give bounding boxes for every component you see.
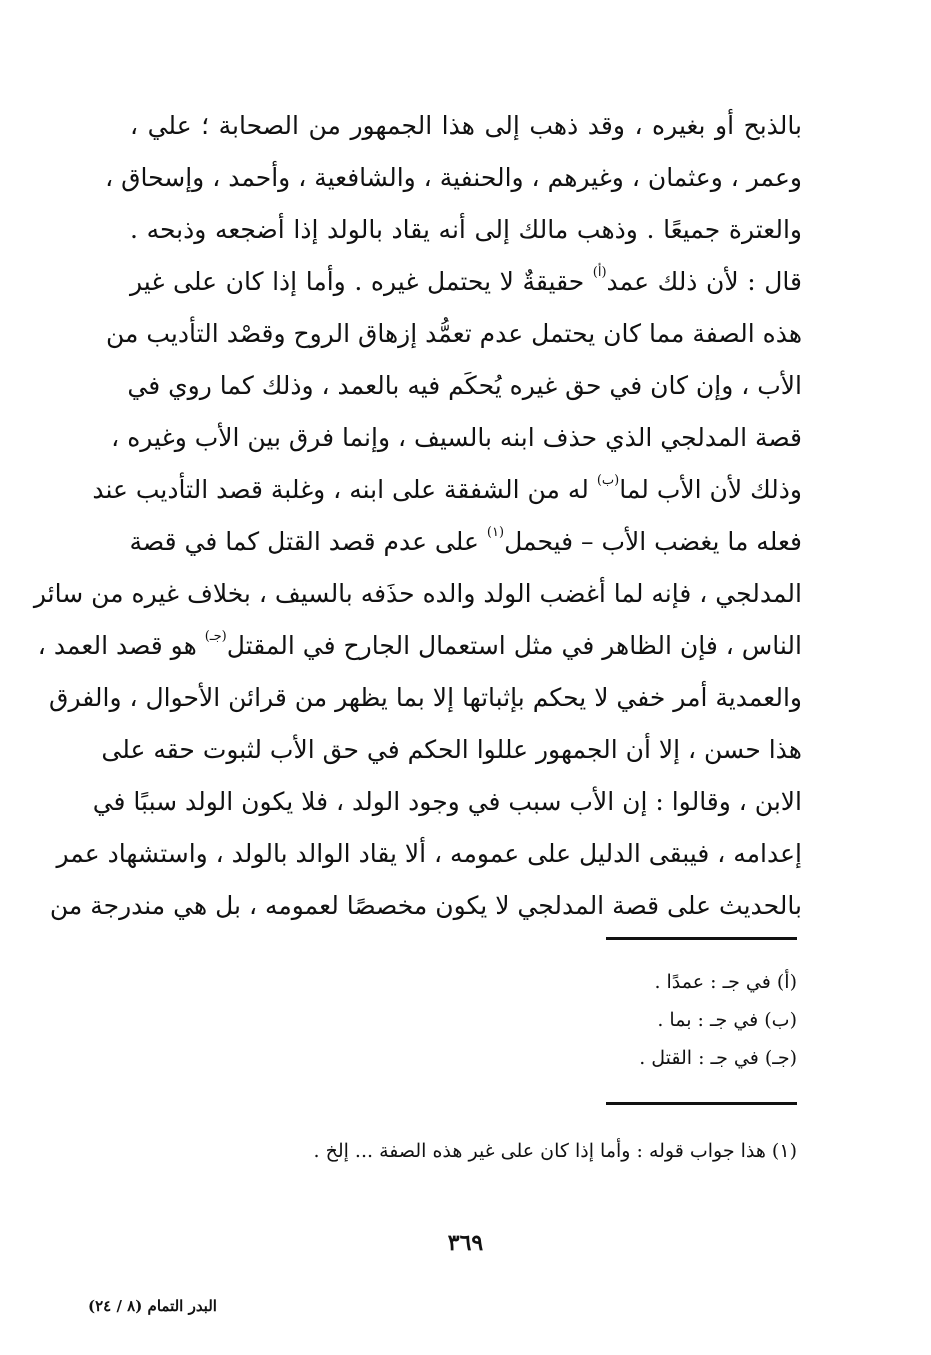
line-text-segment: له من الشفقة على ابنه ، وغلبة قصد التأديب عند — [92, 475, 597, 504]
page-number: ٣٦٩ — [447, 1230, 484, 1256]
main-text-line: بالذبح أو بغيره ، وقد ذهب إلى هذا الجمهور من الصحابة ؛ علي ، — [130, 111, 802, 140]
main-text-line — [37, 620, 802, 672]
footnote-marker: (١) — [486, 525, 505, 540]
main-text-line: والعترة جميعًا . وذهب مالك إلى أنه يقاد بالولد إذا أضجعه وذبحه . — [130, 215, 802, 244]
main-text-line: إعدامه ، فيبقى الدليل على عمومه ، ألا يقاد الوالد بالولد ، واستشهاد عمر — [56, 839, 802, 868]
variant-note: (ب) في جـ : بما . — [657, 1009, 797, 1031]
main-text-line — [130, 516, 802, 568]
line-text-segment: وذلك لأن الأب لما — [619, 475, 802, 504]
line-text-segment: هو قصد العمد ، — [37, 631, 205, 660]
main-text-line: والعمدية أمر خفي لا يحكم بإثباتها إلا بما يظهر من قرائن الأحوال ، والفرق — [49, 683, 802, 712]
variant-note-marker: (جـ) — [204, 629, 227, 644]
main-text-line: قصة المدلجي الذي حذف ابنه بالسيف ، وإنما فرق بين الأب وغيره ، — [111, 423, 802, 452]
footnote-divider — [606, 1102, 797, 1105]
main-text-line: الأب ، وإن كان في حق غيره يُحكَم فيه بالعمد ، وذلك كما روي في — [127, 371, 802, 400]
variant-note: (جـ) في جـ : القتل . — [639, 1047, 797, 1069]
main-text-line: المدلجي ، فإنه لما أغضب الولد والده حذَفه بالسيف ، بخلاف غيره من سائر — [33, 579, 802, 608]
line-text-segment: فعله ما يغضب الأب – فيحمل — [504, 527, 802, 556]
line-text-segment: على عدم قصد القتل كما في قصة — [129, 527, 487, 556]
line-text-segment: الناس ، فإن الظاهر في مثل استعمال الجارح في المقتل — [226, 631, 802, 660]
line-text-segment: حقيقةٌ لا يحتمل غيره . وأما إذا كان على غير — [130, 267, 593, 296]
line-text-segment: قال : لأن ذلك عمد — [606, 267, 802, 296]
variant-note: (أ) في جـ : عمدًا . — [654, 971, 797, 993]
main-text-line: وعمر ، وعثمان ، وغيرهم ، والحنفية ، والشافعية ، وأحمد ، وإسحاق ، — [105, 163, 802, 192]
main-text-line: بالحديث على قصة المدلجي لا يكون مخصصًا لعمومه ، بل هي مندرجة من — [49, 891, 802, 920]
main-text-block — [33, 100, 802, 932]
main-text-line: الابن ، وقالوا : إن الأب سبب في وجود الولد ، فلا يكون الولد سببًا في — [92, 787, 802, 816]
footnote: (١) هذا جواب قوله : وأما إذا كان على غير هذه الصفة ... إلخ . — [313, 1140, 797, 1162]
book-signature: البدر التمام (٨ / ٢٤) — [88, 1297, 217, 1315]
notes-divider — [606, 937, 797, 940]
variant-notes — [639, 963, 797, 1077]
main-text-line: هذا حسن ، إلا أن الجمهور عللوا الحكم في حق الأب لثبوت حقه على — [101, 735, 802, 764]
variant-note-marker: (ب) — [596, 473, 620, 488]
main-text-line — [130, 256, 802, 308]
variant-note-marker: (أ) — [592, 265, 607, 280]
main-text-line: هذه الصفة مما كان يحتمل عدم تعمُّد إزهاق الروح وقصْد التأديب من — [106, 319, 802, 348]
main-text-line — [92, 464, 802, 516]
